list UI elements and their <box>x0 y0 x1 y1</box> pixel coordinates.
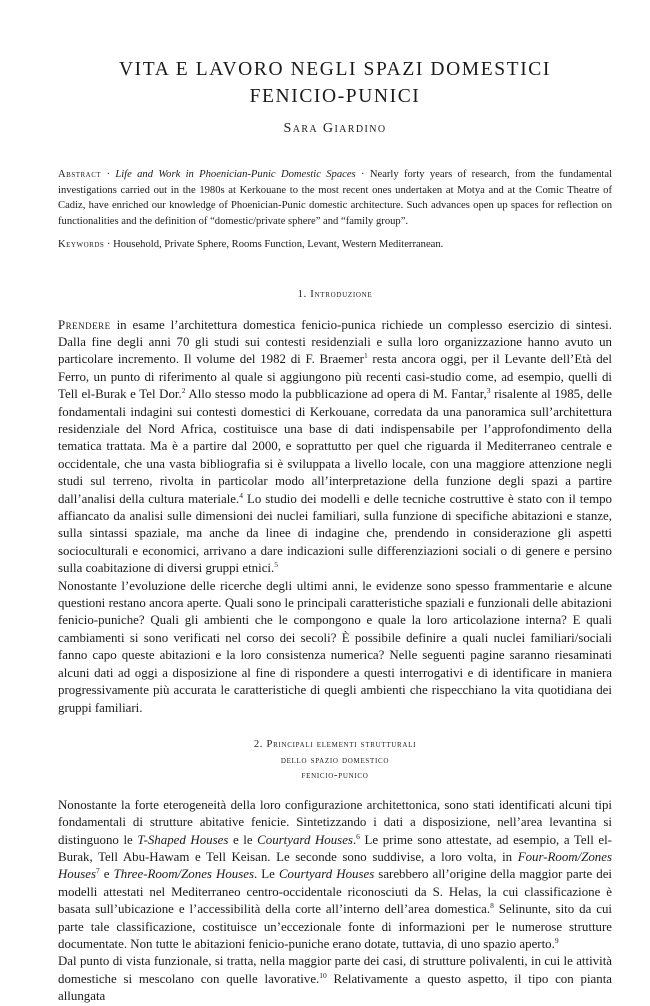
abstract-label: Abstract <box>58 169 102 180</box>
keywords-text: Household, Private Sphere, Rooms Function, Levant, Western Mediterranean. <box>113 239 444 251</box>
term-italic: Four-Room/Zones Houses <box>58 849 612 882</box>
abstract-english-title: Life and Work in Phoenician-Punic Domestic Spaces <box>115 169 356 180</box>
article-page <box>58 56 612 1006</box>
author-name: Sara Giardino <box>283 121 387 136</box>
section-2-paragraph-2: Dal punto di vista funzionale, si tratta, nella maggior parte dei casi, di strutture polivalenti, in cui le attività domestiche si mescolano con quelle lavorative.$^{10}$ Relativamente a questo aspetto, il tipo con pianta allungata <box>58 954 612 1004</box>
footnote-ref[interactable]: 6 <box>356 831 360 841</box>
section-2-heading <box>58 737 612 784</box>
section-2-heading-line-1: 2. Principali elementi strutturali <box>253 738 417 750</box>
term-italic: T-Shaped Houses <box>137 832 229 847</box>
section-1-paragraph-2: Nonostante l’evoluzione delle ricerche degli ultimi anni, le evidenze sono spesso frammentarie e alcune questioni restano ancora aperte. Quali sono le principali caratteristiche spaziali e funzionali delle abitazioni fenicio-puniche? Quali gli ambienti che le compongono e quale la loro articolazione interna? E quali cambiamenti si sono verificati nel corso dei secoli? È possibile definire a quali nuclei familiari/sociali fanno capo queste abitazioni e la loro consistenza numerica? Nelle seguenti pagine saranno riesaminati alcuni dati ad oggi a disposizione al fine di rispondere a questi interrogativi e di identificare in maniera progressivamente più accurata le caratteristiche di quegli ambienti che rispecchiano la vita quotidiana dei gruppi familiari. <box>58 578 612 715</box>
article-title <box>58 56 612 110</box>
keywords-label: Keywords <box>58 239 105 251</box>
abstract <box>58 167 612 229</box>
abstract-text: Nearly forty years of research, from the fundamental investigations carried out in the 1980s at Kerkouane to the most recent ones undertaken at Motya and at the Comic Theatre of Cadiz, have enriched our knowledge of Phoenician-Punic domestic architecture. Such advances open up spaces for reflection on functionalities and the definition of “domestic/private sphere” and “family group”. <box>58 169 613 227</box>
term-italic: Three-Room/Zones Houses <box>113 867 254 882</box>
footnote-ref[interactable]: 8 <box>490 901 494 911</box>
section-2-paragraph-1: Nonostante la forte eterogeneità della loro configurazione architettonica, sono stati identificati alcuni tipi fondamentali di strutture abitative fenicie. Sintetizzando i dati a disposizione, nell’area levantina si distinguono le T-Shaped Houses e le Courtyard Houses.$^6$ Le prime sono attestate, ad esempio, a Tell el-Burak, Tell Abu-Hawam e Tell Keisan. Le seconde sono suddivise, a loro volta, in Four-Room/Zones Houses$^7$ e Three-Room/Zones Houses. Le Courtyard Houses sarebbero all’origine della maggior parte dei modelli attestati nel Mediterraneo centro-occidentale riconosciuti da S. Helas, la cui classificazione è basata sull’ubicazione e l’accessibilità della corte all’interno dell’area domestica.$^8$ Selinunte, sito da cui parte tale classificazione, costituisce un’eccezionale fonte di informazioni per le numerose strutture documentate. Non tutte le abitazioni fenicio-puniche erano dotate, tuttavia, di uno spazio aperto.$^9$ <box>58 797 612 951</box>
footnote-ref[interactable]: 4 <box>239 490 243 500</box>
footnote-ref[interactable]: 9 <box>554 935 559 945</box>
footnote-ref[interactable]: 5 <box>274 560 278 570</box>
section-1-heading: 1. Introduzione <box>297 288 373 300</box>
section-1-paragraph-1: Prendere in esame l’architettura domestica fenicio-punica richiede un complesso esercizio di sintesi. Dalla fine degli anni 70 gli studi sui contesti residenziali e sulla loro organizzazione hanno avuto un particolare incremento. Il volume del 1982 di F. Braemer$^1$ resta ancora oggi, per il Levante dell’Età del Ferro, un punto di riferimento al quale si aggiungono più recenti casi-studio come, ad esempio, quelli di Tell el-Burak e Tel Dor.$^2$ Allo stesso modo la pubblicazione ad opera di M. Fantar,$^3$ risalente al 1985, delle fondamentali indagini sui contesti domestici di Kerkouane, corredata da una panoramica sull’architettura residenziale del Nord Africa, costituisce una base di dati indispensabile per l’approfondimento della tematica trattata. Ma è a partire dal 2000, e soprattutto per quel che riguarda il Mediterraneo centrale e occidentale, che una vasta bibliografia si è sviluppata a livello locale, con una maggiore attenzione negli studi sul terreno, rivolta in particolar modo all’interpretazione della funzione degli spazi a partire dall’analisi della cultura materiale.$^4$ Lo studio dei modelli e delle tecniche costruttive è stato con il tempo affiancato da analisi sulle dimensioni dei nuclei familiari, sulla funzione di specifiche abitazioni e stanze, sulla sintassi spaziale, ma anche da linee di indagine che, prendendo in considerazione gli aspetti socioculturali e economici, arrivano a dare indicazioni sulle differenziazioni sociali o di genere e persino sulla coabitazione di diversi gruppi etnici.$^5$ <box>58 317 612 576</box>
lead-word: Prendere <box>58 317 111 332</box>
section-2-heading-line-2: dello spazio domestico <box>280 754 390 766</box>
abstract-separator: · <box>101 169 116 180</box>
footnote-ref[interactable]: 2 <box>181 386 186 396</box>
term-italic: Courtyard Houses <box>278 867 375 882</box>
footnote-ref[interactable]: 1 <box>363 351 368 361</box>
footnote-ref[interactable]: 10 <box>319 970 327 980</box>
keywords <box>58 237 612 253</box>
section-2-heading-line-3: fenicio-punico <box>301 770 369 782</box>
title-line-1: VITA E LAVORO NEGLI SPAZI DOMESTICI <box>119 59 551 80</box>
title-line-2: FENICIO-PUNICI <box>249 86 421 107</box>
footnote-ref[interactable]: 3 <box>486 386 491 396</box>
abstract-separator: · <box>355 169 370 180</box>
footnote-ref[interactable]: 7 <box>95 866 100 876</box>
keywords-separator: · <box>104 239 114 251</box>
term-italic: Courtyard Houses <box>257 832 353 847</box>
